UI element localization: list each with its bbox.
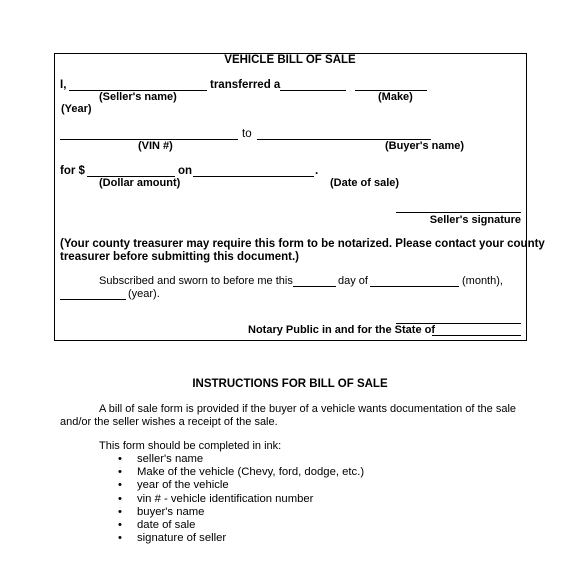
on-text: on	[178, 165, 193, 177]
list-item: • Make of the vehicle (Chevy, ford, dodge, etc.)	[118, 466, 365, 479]
seller-prefix: I,	[60, 79, 67, 91]
day-of-text: day of	[338, 275, 368, 287]
list-item: • vin # - vehicle identification number	[118, 492, 314, 505]
list-item: • signature of seller	[118, 532, 227, 545]
list-item: • date of sale	[118, 518, 196, 531]
seller-signature-field[interactable]	[396, 212, 521, 213]
seller-signature-label: Seller's signature	[429, 214, 521, 226]
period-text: .	[315, 165, 319, 177]
bullet-icon: •	[118, 532, 122, 545]
bullet-icon: •	[118, 505, 122, 518]
transferred-text: transferred a	[210, 79, 281, 91]
sworn-day-field[interactable]	[293, 286, 336, 287]
seller-name-label: (Seller's name)	[99, 91, 177, 103]
list-item: • buyer's name	[118, 505, 205, 518]
sworn-text: Subscribed and sworn to before me this	[99, 275, 293, 287]
bullet-icon: •	[118, 518, 122, 531]
dollar-amount-label: (Dollar amount)	[99, 177, 181, 189]
instructions-heading: INSTRUCTIONS FOR BILL OF SALE	[192, 378, 388, 390]
buyer-name-label: (Buyer's name)	[385, 140, 465, 152]
date-of-sale-label: (Date of sale)	[330, 177, 400, 189]
make-field[interactable]	[280, 90, 346, 91]
form-title: VEHICLE BILL OF SALE	[224, 54, 356, 66]
notary-state-field[interactable]	[432, 335, 521, 336]
instructions-para2: This form should be completed in ink:	[99, 440, 282, 452]
year-label: (Year)	[61, 103, 92, 115]
to-text: to	[242, 128, 252, 140]
notice-line-2: treasurer before submitting this document.)	[60, 251, 299, 263]
year-paren-label: (year).	[128, 288, 160, 300]
bullet-icon: •	[118, 479, 122, 492]
list-item: • seller's name	[118, 453, 204, 465]
date-of-sale-field[interactable]	[193, 176, 314, 177]
instructions-list	[118, 453, 364, 545]
make-label: (Make)	[378, 91, 413, 103]
instructions-para1-line1: A bill of sale form is provided if the buyer of a vehicle wants documentation of the sale	[99, 403, 517, 415]
instructions-para1-line2: and/or the seller wishes a receipt of the sale.	[60, 416, 278, 428]
vin-label: (VIN #)	[138, 140, 173, 152]
list-item: • year of the vehicle	[118, 479, 229, 492]
bullet-icon: •	[118, 466, 122, 479]
bullet-icon: •	[118, 492, 122, 505]
notary-text: Notary Public in and for the State of	[248, 324, 436, 336]
month-label: (month),	[462, 275, 503, 287]
sworn-month-field[interactable]	[370, 286, 459, 287]
notice-line-1: (Your county treasurer may require this form to be notarized. Please contact your county	[60, 238, 545, 250]
sworn-year-field[interactable]	[60, 299, 126, 300]
for-dollar-text: for $	[60, 165, 85, 177]
bullet-icon: •	[118, 453, 122, 465]
